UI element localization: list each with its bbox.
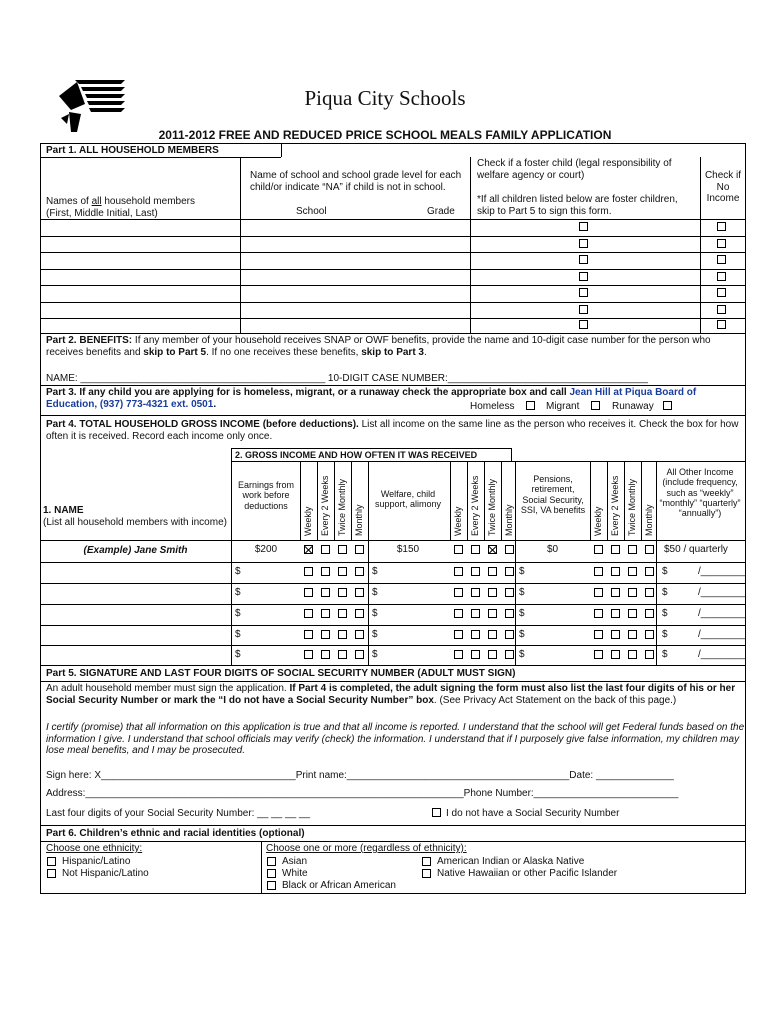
dollar-sign: $ [372, 629, 378, 640]
dollar-sign: $ [519, 649, 525, 660]
part4-name-header: 1. NAME [43, 505, 84, 516]
earnings-header: Earnings from work before deductions [237, 480, 295, 511]
frequency-label: Twice Monthly [337, 478, 347, 536]
runaway-checkbox[interactable] [663, 401, 672, 410]
part4-name-sub: (List all household members with income) [43, 517, 227, 528]
example-welfare: $150 [396, 544, 420, 555]
dollar-sign: $ [235, 629, 241, 640]
frequency-checkbox[interactable] [454, 609, 463, 618]
dollar-sign: $ [519, 629, 525, 640]
frequency-label: Monthly [504, 504, 514, 536]
part1-foster-header: Check if a foster child (legal responsibility of welfare agency or court) [477, 158, 672, 181]
ethnicity-label: Choose one ethnicity: [46, 843, 143, 854]
frequency-checkbox[interactable] [628, 609, 637, 618]
no-income-checkbox[interactable] [717, 288, 726, 297]
no-income-checkbox[interactable] [717, 255, 726, 264]
part3-homeless-label: Homeless [470, 401, 515, 412]
part1-names-header: Names of all household members (First, Middle Initial, Last) [46, 196, 195, 219]
frequency-checkbox[interactable] [611, 588, 620, 597]
part1-noincome-header: Check if No Income [704, 170, 742, 204]
frequency-checkbox[interactable] [304, 630, 313, 639]
part2-text: Part 2. BENEFITS: If any member of your household receives SNAP or OWF benefits, provide the name and 10-digit case number for the person who receives benefits and skip to Part 5. If no one receives these benefits, skip to Part 3. [46, 335, 711, 358]
part3-migrant-label: Migrant [546, 401, 580, 412]
frequency-checkbox[interactable] [304, 567, 313, 576]
frequency-checkbox[interactable] [628, 650, 637, 659]
frequency-checkbox[interactable] [505, 609, 514, 618]
frequency-checkbox[interactable] [338, 545, 347, 554]
form-title: 2011-2012 FREE AND REDUCED PRICE SCHOOL MEALS FAMILY APPLICATION [158, 128, 612, 142]
frequency-checkbox[interactable] [594, 567, 603, 576]
part1-title: Part 1. ALL HOUSEHOLD MEMBERS [46, 145, 219, 156]
frequency-checkbox[interactable] [471, 588, 480, 597]
race-label: Choose one or more (regardless of ethnicity): [266, 843, 467, 854]
foster-checkbox[interactable] [579, 222, 588, 231]
dollar-sign: $ [519, 587, 525, 598]
frequency-checkbox[interactable] [338, 588, 347, 597]
dollar-sign: $ [662, 649, 668, 660]
part3-runaway-label: Runaway [612, 401, 654, 412]
frequency-checkbox[interactable] [611, 609, 620, 618]
dollar-sign: $ [662, 587, 668, 598]
part5-title: Part 5. SIGNATURE AND LAST FOUR DIGITS OF SOCIAL SECURITY NUMBER (ADULT MUST SIGN) [46, 668, 516, 679]
frequency-checkbox[interactable] [304, 588, 313, 597]
american-indian-checkbox[interactable] [422, 857, 431, 866]
dollar-sign: $ [235, 649, 241, 660]
foster-checkbox[interactable] [579, 320, 588, 329]
hispanic-checkbox[interactable] [47, 857, 56, 866]
frequency-checkbox[interactable] [505, 567, 514, 576]
dollar-sign: $ [519, 608, 525, 619]
frequency-checkbox[interactable] [594, 545, 603, 554]
frequency-label: Every 2 Weeks [610, 475, 620, 536]
frequency-checkbox[interactable] [454, 545, 463, 554]
example-name: (Example) Jane Smith [83, 545, 188, 556]
frequency-checkbox[interactable] [488, 588, 497, 597]
frequency-checkbox[interactable] [645, 545, 654, 554]
white-label: White [282, 868, 308, 879]
dollar-sign: $ [372, 587, 378, 598]
migrant-checkbox[interactable] [591, 401, 600, 410]
frequency-checkbox[interactable] [594, 630, 603, 639]
frequency-blank[interactable]: /________ [698, 629, 746, 640]
frequency-checkbox[interactable] [471, 545, 480, 554]
frequency-checkbox[interactable] [488, 567, 497, 576]
other-income-header: All Other Income (include frequency, such as “weekly” “monthly” “quarterly” “annually”) [659, 467, 741, 519]
dollar-sign: $ [235, 608, 241, 619]
foster-checkbox[interactable] [579, 288, 588, 297]
frequency-blank[interactable]: /________ [698, 649, 746, 660]
frequency-checkbox[interactable] [355, 567, 364, 576]
asian-checkbox[interactable] [267, 857, 276, 866]
dollar-sign: $ [662, 629, 668, 640]
frequency-checkbox[interactable] [505, 650, 514, 659]
signature-line[interactable]: Sign here: X___________________________________Print name:________________________________________Date: ______________ [46, 770, 674, 781]
black-label: Black or African American [282, 880, 396, 891]
foster-checkbox[interactable] [579, 272, 588, 281]
frequency-checkbox[interactable] [338, 630, 347, 639]
no-income-checkbox[interactable] [717, 305, 726, 314]
part2-name-case-line[interactable]: NAME: ____________________________________________ 10-DIGIT CASE NUMBER:____________________________________ [46, 373, 648, 384]
frequency-checkbox[interactable] [645, 650, 654, 659]
foster-checkbox[interactable] [579, 239, 588, 248]
frequency-checkbox[interactable] [505, 630, 514, 639]
black-checkbox[interactable] [267, 881, 276, 890]
no-ssn-checkbox[interactable] [432, 808, 441, 817]
dollar-sign: $ [372, 649, 378, 660]
frequency-checkbox[interactable] [304, 650, 313, 659]
frequency-label: Every 2 Weeks [470, 475, 480, 536]
frequency-label: Weekly [593, 506, 603, 536]
example-pensions: $0 [546, 544, 559, 555]
frequency-checkbox[interactable] [611, 545, 620, 554]
frequency-checkbox[interactable] [321, 567, 330, 576]
part3-text: Part 3. If any child you are applying for is homeless, migrant, or a runaway check the appropriate box and call Jean Hill at Piqua Board of Education, (937) 773-4321 ext. 0501. [46, 387, 697, 410]
frequency-checkbox[interactable] [304, 609, 313, 618]
pensions-header: Pensions, retirement, Social Security, SSI, VA benefits [520, 474, 586, 516]
frequency-checkbox[interactable] [628, 630, 637, 639]
welfare-header: Welfare, child support, alimony [374, 489, 442, 510]
dollar-sign: $ [235, 566, 241, 577]
frequency-checkbox[interactable] [645, 630, 654, 639]
not-hispanic-label: Not Hispanic/Latino [62, 868, 149, 879]
american-indian-label: American Indian or Alaska Native [437, 856, 585, 867]
frequency-checkbox[interactable] [355, 650, 364, 659]
frequency-checkbox[interactable] [471, 630, 480, 639]
frequency-checkbox[interactable] [645, 567, 654, 576]
frequency-checkbox[interactable] [454, 567, 463, 576]
part4-income-header: 2. GROSS INCOME AND HOW OFTEN IT WAS RECEIVED [235, 450, 478, 460]
frequency-blank[interactable]: /________ [698, 587, 746, 598]
school-name: Piqua City Schools [304, 86, 466, 110]
frequency-checkbox[interactable] [338, 650, 347, 659]
frequency-checkbox[interactable] [338, 567, 347, 576]
frequency-checkbox[interactable] [321, 650, 330, 659]
frequency-checkbox[interactable] [321, 609, 330, 618]
dollar-sign: $ [235, 587, 241, 598]
frequency-checkbox[interactable] [471, 609, 480, 618]
frequency-checkbox[interactable] [645, 609, 654, 618]
foster-checkbox[interactable] [579, 305, 588, 314]
part1-grade-header: Grade [427, 206, 455, 217]
pacific-islander-label: Native Hawaiian or other Pacific Islander [437, 868, 618, 879]
frequency-checkbox[interactable] [628, 588, 637, 597]
frequency-checkbox[interactable] [505, 545, 514, 554]
frequency-checkbox[interactable] [304, 545, 313, 554]
homeless-checkbox[interactable] [526, 401, 535, 410]
frequency-checkbox[interactable] [471, 567, 480, 576]
address-line[interactable]: Address:____________________________________________________________________Phone Number:__________________________ [46, 788, 679, 799]
part1-school-header: School [296, 206, 327, 217]
dollar-sign: $ [372, 566, 378, 577]
part1-school-desc: Name of school and school grade level for each child/or indicate “NA” if child is not in school. [250, 170, 462, 193]
frequency-blank[interactable]: /________ [698, 566, 746, 577]
frequency-label: Twice Monthly [627, 478, 637, 536]
no-ssn-label: I do not have a Social Security Number [446, 808, 620, 819]
frequency-checkbox[interactable] [454, 588, 463, 597]
pacific-islander-checkbox[interactable] [422, 869, 431, 878]
frequency-checkbox[interactable] [628, 567, 637, 576]
frequency-checkbox[interactable] [471, 650, 480, 659]
frequency-label: Monthly [644, 504, 654, 536]
frequency-blank[interactable]: /________ [698, 608, 746, 619]
frequency-checkbox[interactable] [454, 650, 463, 659]
frequency-checkbox[interactable] [321, 588, 330, 597]
frequency-checkbox[interactable] [355, 630, 364, 639]
frequency-checkbox[interactable] [594, 588, 603, 597]
part5-intro: An adult household member must sign the application. If Part 4 is completed, the adult signing the form must also list the last four digits of his or her Social Security Number or mark the “I do not have a Social Security Number” box. (See Privacy Act Statement on the back of this page.) [46, 683, 736, 706]
no-income-checkbox[interactable] [717, 272, 726, 281]
frequency-checkbox[interactable] [611, 567, 620, 576]
frequency-checkbox[interactable] [628, 545, 637, 554]
frequency-label: Twice Monthly [487, 478, 497, 536]
no-income-checkbox[interactable] [717, 320, 726, 329]
foster-checkbox[interactable] [579, 255, 588, 264]
example-other: $50 / quarterly [664, 544, 728, 555]
frequency-checkbox[interactable] [454, 630, 463, 639]
frequency-checkbox[interactable] [488, 545, 497, 554]
frequency-checkbox[interactable] [321, 545, 330, 554]
example-earnings: $200 [254, 544, 278, 555]
no-income-checkbox[interactable] [717, 239, 726, 248]
frequency-checkbox[interactable] [488, 609, 497, 618]
asian-label: Asian [282, 856, 308, 867]
dollar-sign: $ [519, 566, 525, 577]
frequency-checkbox[interactable] [355, 609, 364, 618]
not-hispanic-checkbox[interactable] [47, 869, 56, 878]
frequency-checkbox[interactable] [355, 545, 364, 554]
frequency-label: Monthly [354, 504, 364, 536]
frequency-checkbox[interactable] [594, 650, 603, 659]
frequency-checkbox[interactable] [488, 650, 497, 659]
frequency-label: Every 2 Weeks [320, 475, 330, 536]
frequency-checkbox[interactable] [611, 630, 620, 639]
frequency-checkbox[interactable] [488, 630, 497, 639]
part4-text: Part 4. TOTAL HOUSEHOLD GROSS INCOME (before deductions). List all income on the same line as the person who receives it. Check the box for how often it is received. Record each income only once. [46, 419, 739, 442]
ssn-line[interactable]: Last four digits of your Social Security Number: __ __ __ __ [46, 808, 311, 819]
frequency-checkbox[interactable] [594, 609, 603, 618]
frequency-checkbox[interactable] [645, 588, 654, 597]
part1-foster-note: *If all children listed below are foster children, skip to Part 5 to sign this form. [477, 194, 678, 217]
hispanic-label: Hispanic/Latino [62, 856, 131, 867]
frequency-checkbox[interactable] [338, 609, 347, 618]
dollar-sign: $ [372, 608, 378, 619]
part6-title: Part 6. Children’s ethnic and racial identities (optional) [46, 828, 305, 839]
frequency-checkbox[interactable] [611, 650, 620, 659]
frequency-label: Weekly [303, 506, 313, 536]
dollar-sign: $ [662, 608, 668, 619]
frequency-label: Weekly [453, 506, 463, 536]
no-income-checkbox[interactable] [717, 222, 726, 231]
frequency-checkbox[interactable] [505, 588, 514, 597]
dollar-sign: $ [662, 566, 668, 577]
frequency-checkbox[interactable] [355, 588, 364, 597]
white-checkbox[interactable] [267, 869, 276, 878]
frequency-checkbox[interactable] [321, 630, 330, 639]
part5-certify: I certify (promise) that all information on this application is true and that all income is reported. I understand that the school will get Federal funds based on the information I give. I understand that school officials may verify (check) the information. I understand that if I purposely give false information, my children may lose meal benefits, and I may be prosecuted. [46, 722, 745, 756]
